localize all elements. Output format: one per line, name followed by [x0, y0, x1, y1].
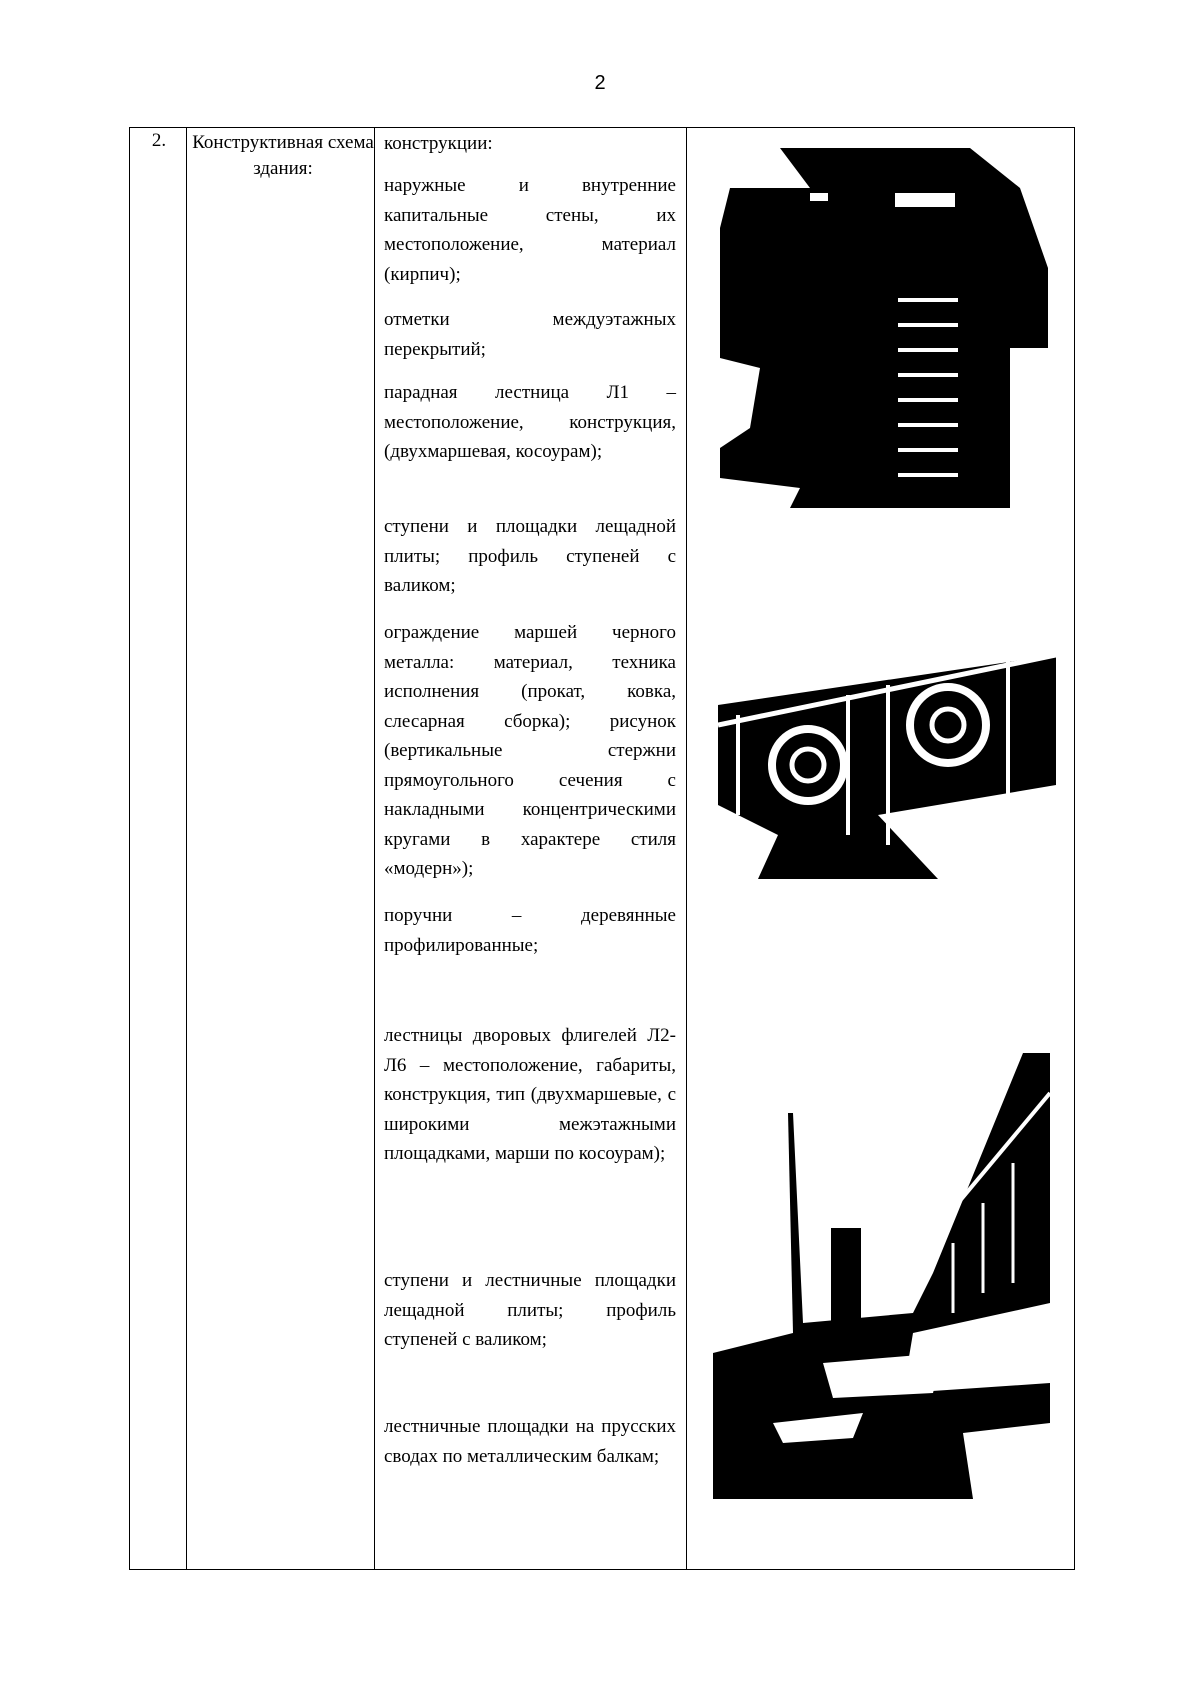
row-number: 2.: [151, 130, 167, 151]
courtyard-stair-photo: [713, 1053, 1050, 1499]
row-title: Конструктивная схема здания:: [192, 132, 374, 179]
paragraph-courtyard-stairs: лестницы дворовых флигелей Л2-Л6 – местоположение, габариты, конструкция, тип (двухмаршевые, с широкими межэтажными площадками, марши по косоурам);: [384, 1025, 676, 1164]
column-divider: [374, 128, 375, 1569]
page-number: 2: [594, 72, 606, 94]
railing-photo: [718, 615, 1056, 879]
column-divider: [186, 128, 187, 1569]
paragraph-handrails: поручни – деревянные профилированные;: [384, 905, 676, 956]
paragraph-prussian-vaults: лестничные площадки на прусских сводах по металлическим балкам;: [384, 1416, 676, 1467]
paragraph-steps: ступени и площадки лещадной плиты; профиль ступеней с валиком;: [384, 516, 676, 596]
stairwell-photo: [720, 148, 1048, 508]
paragraph-courtyard-steps: ступени и лестничные площадки лещадной плиты; профиль ступеней с валиком;: [384, 1270, 676, 1350]
paragraph-main-staircase: парадная лестница Л1 – местоположение, конструкция, (двухмаршевая, косоурам);: [384, 382, 676, 462]
paragraph-constructions: конструкции:: [384, 133, 493, 154]
column-divider: [686, 128, 687, 1569]
paragraph-walls: наружные и внутренние капитальные стены, их местоположение, материал (кирпич);: [384, 175, 676, 285]
paragraph-railing: ограждение маршей черного металла: материал, техника исполнения (прокат, ковка, слесарная сборка); рисунок (вертикальные стержни прямоугольного сечения с накладными концентрическими кругами в характере стиля «модерн»);: [384, 622, 676, 879]
document-table: [129, 127, 1075, 1570]
paragraph-floor-marks: отметки междуэтажных перекрытий;: [384, 309, 676, 360]
